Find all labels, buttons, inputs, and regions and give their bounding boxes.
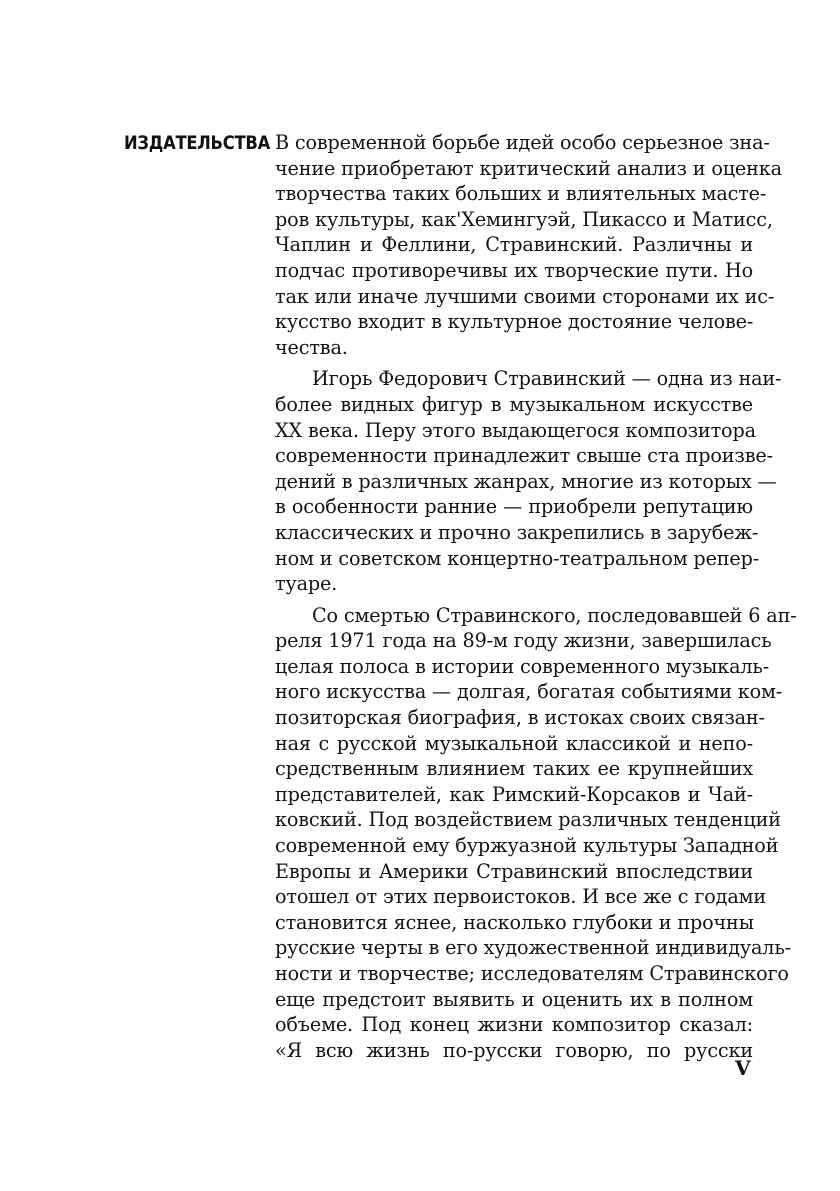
text-line: в особенности ранние — приобрели репутацию	[275, 495, 753, 519]
text-line: современности принадлежит свыше ста произве-	[275, 444, 773, 468]
text-line: реля 1971 года на 89-м году жизни, завершилась	[275, 629, 772, 653]
text-line: дений в различных жанрах, многие из которых —	[275, 469, 777, 493]
text-line: подчас противоречивы их творческие пути. Но	[275, 258, 753, 282]
text-line: В современной борьбе идей особо серьезное зна-	[275, 131, 770, 154]
body-text	[275, 130, 797, 1063]
text-line: кусство входит в культурное достояние челове-	[275, 310, 754, 334]
page-number: V	[735, 1056, 751, 1080]
text-line: более видных фигур в музыкальном искусстве	[275, 392, 753, 416]
text-line: чества.	[275, 335, 348, 359]
text-line: объеме. Под конец жизни композитор сказал:	[275, 1013, 753, 1037]
text-line: еще предстоит выявить и оценить их в полном	[275, 987, 753, 1011]
text-line: туаре.	[275, 572, 338, 596]
text-line: Игорь Федорович Стравинский — одна из наи-	[312, 367, 782, 391]
text-line: классических и прочно закрепились в зарубеж-	[275, 520, 759, 544]
text-line: Со смертью Стравинского, последовавшей 6 ап-	[312, 603, 797, 627]
paragraph	[275, 366, 782, 596]
text-line: современной ему буржуазной культуры Западной	[275, 834, 779, 858]
text-line: ковский. Под воздействием различных тенденций	[275, 808, 781, 832]
section-heading: ИЗДАТЕЛЬСТВА	[124, 132, 270, 154]
text-line: целая полоса в истории современного музыкаль-	[275, 654, 770, 678]
text-line: русские черты в его художественной индивидуаль-	[275, 936, 791, 960]
text-line: Чаплин и Феллини, Стравинский. Различны и	[275, 233, 753, 257]
text-line: чение приобретают критический анализ и оценка	[275, 156, 782, 180]
text-line: так или иначе лучшими своими сторонами их ис-	[275, 284, 775, 308]
paragraph	[275, 130, 782, 360]
text-line: ном и советском концертно-театральном репер-	[275, 546, 760, 570]
text-line: ности и творчестве; исследователям Стравинского	[275, 962, 789, 985]
text-line: представителей, как Римский-Корсаков и Чай-	[275, 782, 753, 806]
text-line: Европы и Америки Стравинский впоследствии	[275, 859, 753, 883]
text-line: XX века. Перу этого выдающегося композитора	[275, 418, 756, 442]
text-line: средственным влиянием таких ее крупнейших	[275, 757, 753, 781]
text-line: отошел от этих первоистоков. И все же с годами	[275, 885, 767, 909]
text-line: ного искусства — долгая, богатая событиями ком-	[275, 680, 783, 704]
text-line: становится яснее, насколько глубоки и прочны	[275, 910, 754, 934]
paragraph	[275, 603, 797, 1064]
text-line: ров культуры, как'Хемингуэй, Пикассо и Матисс,	[275, 207, 773, 231]
text-line: позиторская биография, в истоках своих связан-	[275, 706, 765, 730]
text-line: ная с русской музыкальной классикой и непо-	[275, 731, 753, 755]
text-line: творчества таких больших и влиятельных масте-	[275, 182, 767, 206]
text-line: «Я всю жизнь по-русски говорю, по русски	[275, 1038, 753, 1062]
